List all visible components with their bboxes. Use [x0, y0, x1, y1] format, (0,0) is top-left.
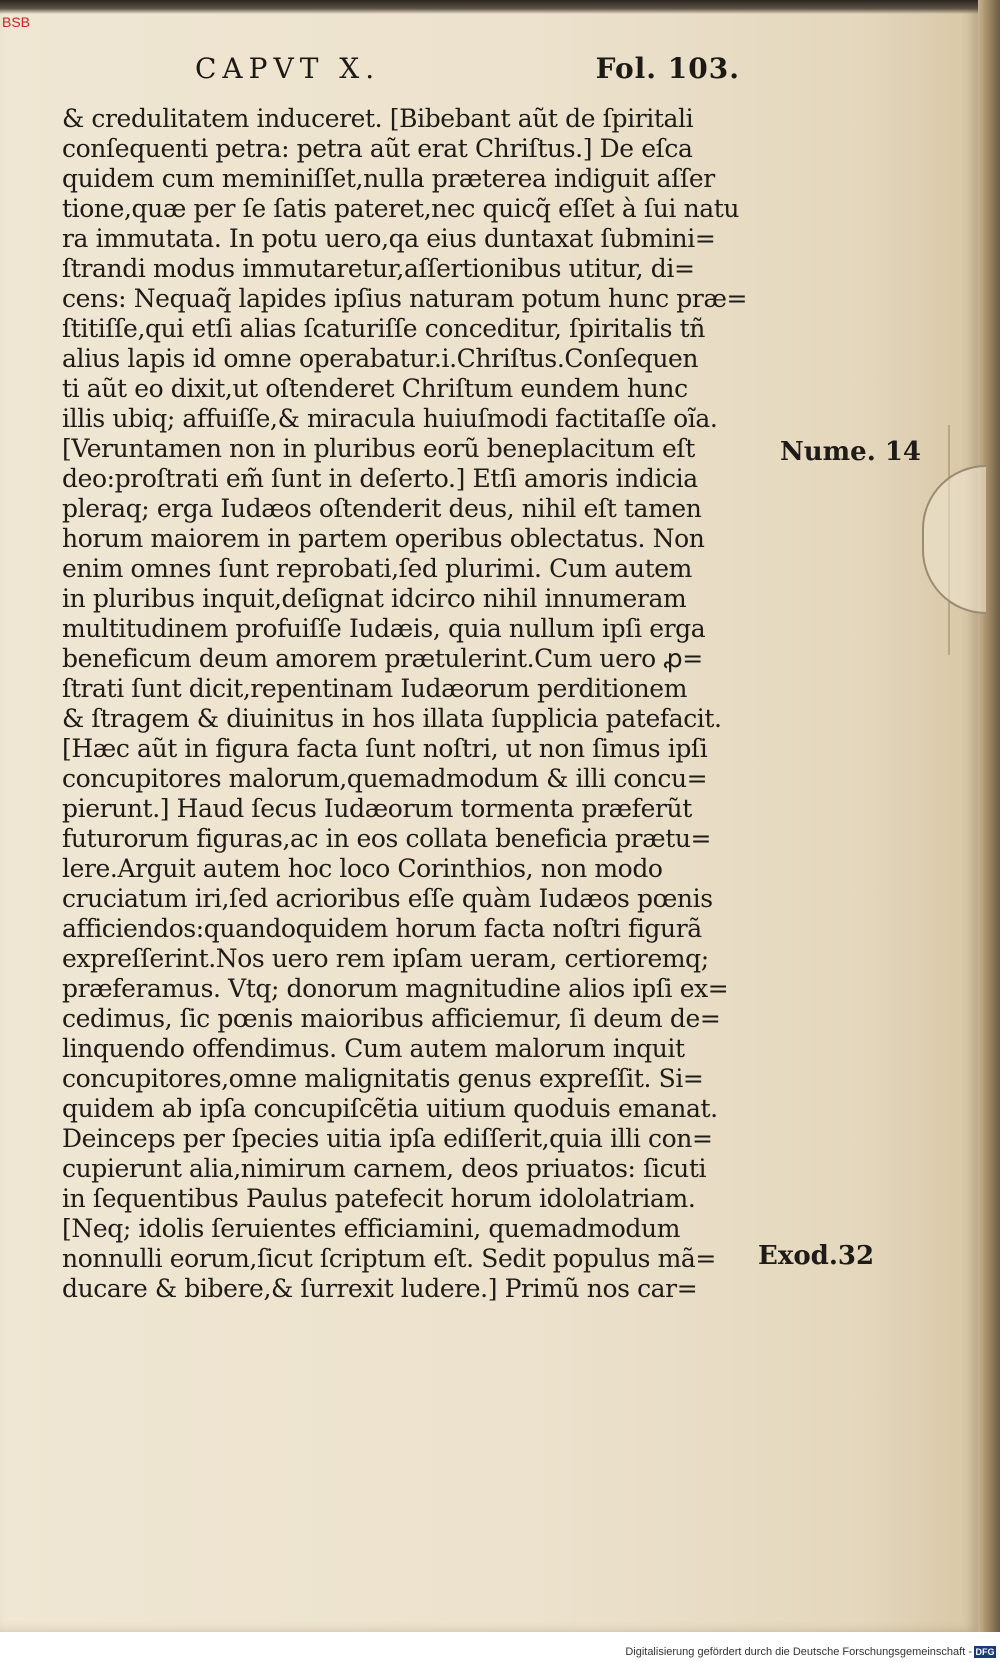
text-line: & ſtragem & diuinitus in hos illata ſupplicia patefacit.	[62, 704, 722, 733]
text-line: beneficum deum amorem prætulerint.Cum uero ꝓ=	[62, 644, 703, 673]
text-line: linquendo offendimus. Cum autem malorum inquit	[62, 1034, 685, 1063]
text-line: [Neq; idolis ſeruientes efficiamini, quemadmodum	[62, 1214, 680, 1243]
text-line: tione,quæ per ſe ſatis pateret,nec quicq̃ eſſet à ſui natu	[62, 194, 740, 223]
body-text	[62, 104, 782, 1304]
text-line: futurorum figuras,ac in eos collata beneficia prætu=	[62, 824, 712, 853]
text-line: Deinceps per ſpecies uitia ipſa ediſſerit,quia illi con=	[62, 1124, 713, 1153]
text-line: concupitores malorum,quemadmodum & illi concu=	[62, 764, 708, 793]
text-line: horum maiorem in partem operibus oblectatus. Non	[62, 524, 705, 553]
text-line: ti aũt eo dixit,ut oſtenderet Chriſtum eundem hunc	[62, 374, 688, 403]
text-line: ſtrati ſunt dicit,repentinam Iudæorum perditionem	[62, 674, 688, 703]
text-line: multitudinem profuiſſe Iudæis, quia nullum ipſi erga	[62, 614, 706, 643]
chapter-heading: CAPVT X.	[195, 52, 381, 85]
text-line: concupitores,omne malignitatis genus expreſſit. Si=	[62, 1064, 704, 1093]
text-line: deo:proſtrati em̃ ſunt in deſerto.] Etſi amoris indicia	[62, 464, 698, 493]
text-line: in ſequentibus Paulus patefecit horum idololatriam.	[62, 1184, 696, 1213]
library-watermark: BSB	[2, 14, 31, 30]
text-line: enim omnes ſunt reprobati,ſed plurimi. Cum autem	[62, 554, 692, 583]
text-line: ducare & bibere,& ſurrexit ludere.] Primũ nos car=	[62, 1274, 698, 1303]
top-shadow	[0, 0, 978, 14]
text-line: [Hæc aũt in figura facta ſunt noſtri, ut non ſimus ipſi	[62, 734, 708, 763]
text-line: cruciatum iri,ſed acrioribus eſſe quàm Iudæos pœnis	[62, 884, 713, 913]
text-line: in pluribus inquit,deſignat idcirco nihil innumeram	[62, 584, 687, 613]
margin-note-exodus: Exod.32	[758, 1241, 875, 1271]
text-line: [Veruntamen non in pluribus eorũ beneplacitum eſt	[62, 434, 695, 463]
text-line: quidem cum meminiſſet,nulla præterea indiguit aſſer	[62, 164, 715, 193]
text-line: lere.Arguit autem hoc loco Corinthios, non modo	[62, 854, 663, 883]
text-line: nonnulli eorum,ſicut ſcriptum eſt. Sedit populus mã=	[62, 1244, 716, 1273]
margin-note-numeri: Nume. 14	[780, 437, 922, 467]
text-line: illis ubiq; affuiſſe,& miracula huiuſmodi factitaſſe oĩa.	[62, 404, 718, 433]
text-line: expreſſerint.Nos uero rem ipſam ueram, certioremq;	[62, 944, 709, 973]
text-line: cens: Nequaq̃ lapides ipſius naturam potum hunc præ=	[62, 284, 748, 313]
text-line: pierunt.] Haud ſecus Iudæorum tormenta præferũt	[62, 794, 692, 823]
text-line: conſequenti petra: petra aũt erat Chriſtus.] De eſca	[62, 134, 693, 163]
footer-credit: Digitalisierung gefördert durch die Deutsche Forschungsgemeinschaft -	[625, 1646, 972, 1658]
text-line: & credulitatem induceret. [Bibebant aũt de ſpiritali	[62, 104, 694, 133]
text-line: afficiendos:quandoquidem horum facta noſtri figurã	[62, 914, 702, 943]
running-header	[195, 52, 740, 88]
folio-number: Fol. 103.	[595, 52, 740, 85]
text-line: præferamus. Vtq; donorum magnitudine alios ipſi ex=	[62, 974, 729, 1003]
text-line: cupierunt alia,nimirum carnem, deos priuatos: ſicuti	[62, 1154, 707, 1183]
text-line: ra immutata. In potu uero,qa eius duntaxat ſubmini=	[62, 224, 716, 253]
text-line: ſtitiſſe,qui etſi alias ſcaturiſſe conceditur, ſpiritalis tñ	[62, 314, 706, 343]
dfg-logo: DFG	[975, 1647, 995, 1657]
text-line: pleraq; erga Iudæos oſtenderit deus, nihil eſt tamen	[62, 494, 702, 523]
text-line: quidem ab ipſa concupiſcẽtia uitium quoduis emanat.	[62, 1094, 718, 1123]
page-edge	[978, 0, 1000, 1632]
text-line: cedimus, ſic pœnis maioribus afficiemur, ſi deum de=	[62, 1004, 721, 1033]
text-line: alius lapis id omne operabatur.i.Chriſtus.Conſequen	[62, 344, 699, 373]
text-line: ſtrandi modus immutaretur,aſſertionibus utitur, di=	[62, 254, 695, 283]
